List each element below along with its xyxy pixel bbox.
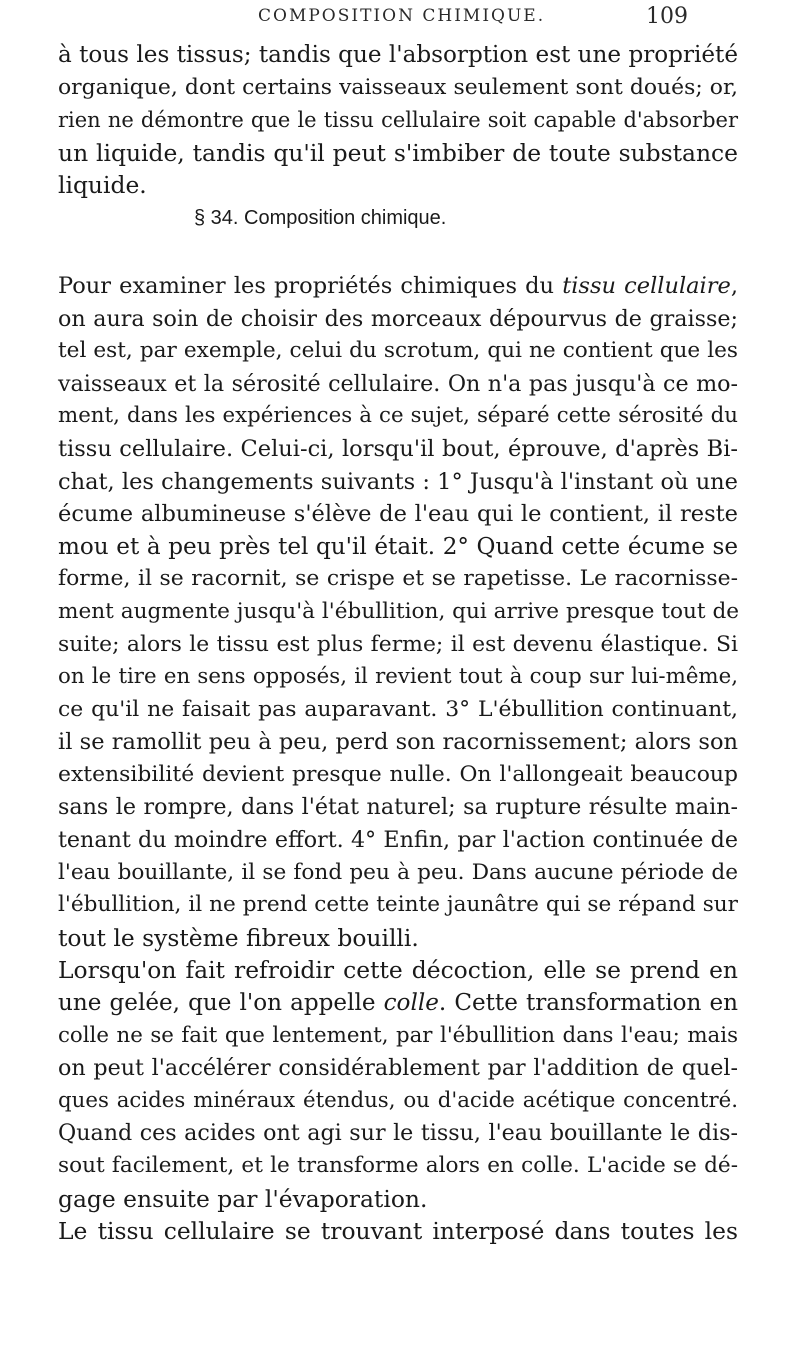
text-run: , (730, 272, 738, 299)
paragraph-first-line (58, 270, 738, 303)
paragraph-line: colle ne se fait que lentement, par l'ébullition dans l'eau; mais (58, 1022, 738, 1048)
paragraph-line: forme, il se racornit, se crispe et se rapetisse. Le racornisse- (58, 566, 738, 592)
text-run: Pour examiner les propriétés chimiques du (58, 272, 563, 299)
paragraph-line: l'ébullition, il ne prend cette teinte jaunâtre qui se répand sur (58, 892, 738, 918)
intro-line: rien ne démontre que le tissu cellulaire soit capable d'absorber (58, 108, 738, 133)
intro-line: un liquide, tandis qu'il peut s'imbiber de toute substance (58, 138, 738, 167)
text-run: une gelée, que l'on appelle (58, 990, 384, 1017)
paragraph-line: suite; alors le tissu est plus ferme; il est devenu élastique. Si (58, 631, 738, 657)
paragraph-line: Quand ces acides ont agi sur le tissu, l'eau bouillante le dis- (58, 1120, 738, 1147)
paragraph-line: gage ensuite par l'évaporation. (58, 1184, 428, 1213)
italic-term: tissu cellulaire (562, 272, 731, 299)
paragraph-line: tenant du moindre effort. 4° Enfin, par l'action continuée de (58, 827, 738, 854)
paragraph-line: tel est, par exemple, celui du scrotum, qui ne contient que les (58, 338, 738, 364)
paragraph-line: tout le système fibreux bouilli. (58, 923, 419, 952)
text-run: . Cette transformation en (438, 990, 738, 1017)
paragraph-line (58, 987, 738, 1020)
paragraph-line: on le tire en sens opposés, il revient tout à coup sur lui-même, (58, 664, 738, 690)
paragraph-line: ment augmente jusqu'à l'ébullition, qui arrive presque tout de (58, 598, 740, 624)
paragraph-line: l'eau bouillante, il se fond peu à peu. Dans aucune période de (58, 859, 738, 885)
paragraph-line: vaisseaux et la sérosité cellulaire. On n'a pas jusqu'à ce mo- (58, 370, 738, 397)
paragraph-line: on aura soin de choisir des morceaux dépourvus de graisse; (58, 305, 738, 332)
italic-term: colle (383, 990, 439, 1017)
paragraph-line: ment, dans les expériences à ce sujet, séparé cette sérosité du (58, 403, 738, 429)
paragraph-line: tissu cellulaire. Celui-ci, lorsqu'il bout, éprouve, d'après Bi- (58, 435, 738, 462)
paragraph-first-line: Lorsqu'on fait refroidir cette décoction, elle se prend en (58, 956, 738, 985)
paragraph-line: extensibilité devient presque nulle. On l'allongeait beaucoup (58, 761, 738, 787)
paragraph-line: mou et à peu près tel qu'il était. 2° Quand cette écume se (58, 533, 738, 560)
paragraph-line: chat, les changements suivants : 1° Jusqu'à l'instant où une (58, 468, 738, 495)
intro-line: liquide. (58, 171, 147, 200)
paragraph-line: ques acides minéraux étendus, ou d'acide acétique concentré. (58, 1087, 738, 1113)
intro-line: à tous les tissus; tandis que l'absorption est une propriété (58, 42, 738, 68)
running-title: COMPOSITION CHIMIQUE. (258, 6, 546, 26)
paragraph-line: ce qu'il ne faisait pas auparavant. 3° L'ébullition continuant, (58, 696, 738, 722)
section-heading: § 34. Composition chimique. (194, 206, 447, 229)
paragraph-line: il se ramollit peu à peu, perd son racornissement; alors son (58, 729, 738, 756)
paragraph-line: écume albumineuse s'élève de l'eau qui le contient, il reste (58, 501, 738, 528)
paragraph-line: on peut l'accélérer considérablement par l'addition de quel- (58, 1055, 738, 1082)
intro-line: organique, dont certains vaisseaux seulement sont doués; or, (58, 74, 738, 100)
paragraph-line: sans le rompre, dans l'état naturel; sa rupture résulte main- (58, 794, 738, 821)
paragraph-first-line: Le tissu cellulaire se trouvant interposé dans toutes les (58, 1217, 738, 1246)
paragraph-line: sout facilement, et le transforme alors en colle. L'acide se dé- (58, 1153, 738, 1178)
page-number: 109 (646, 4, 688, 29)
body-text (58, 39, 738, 1248)
